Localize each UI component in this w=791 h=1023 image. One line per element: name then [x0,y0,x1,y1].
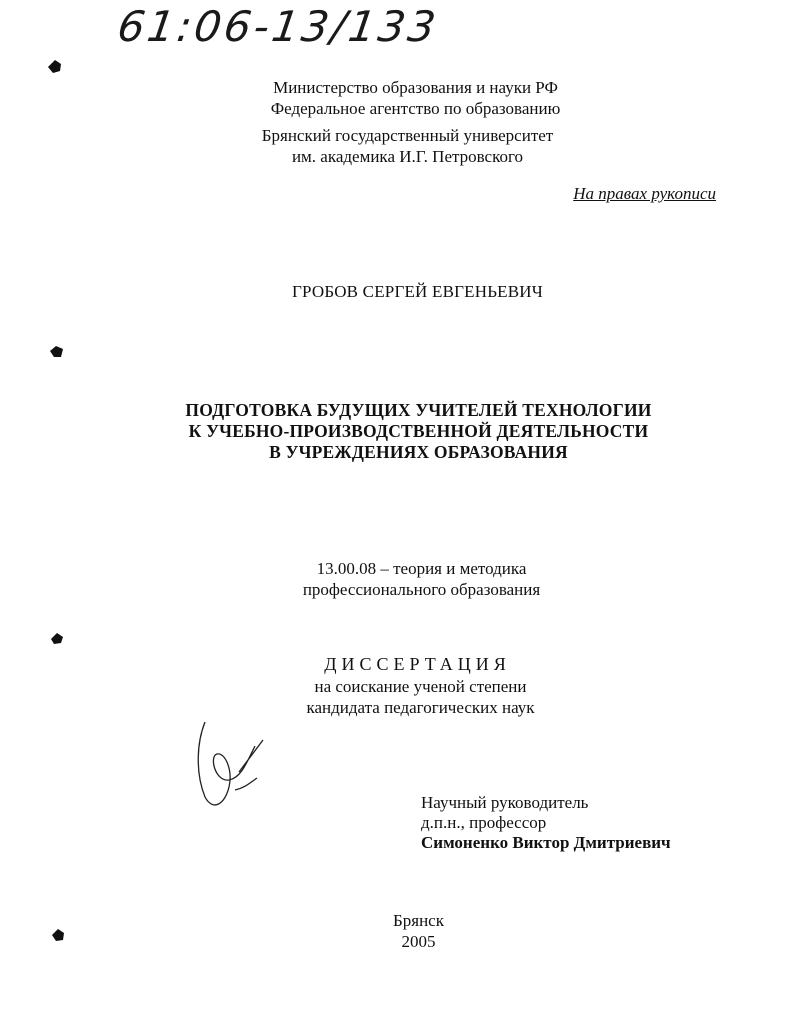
hole-punch-mark-icon [48,630,66,648]
signature-icon [195,712,275,812]
agency-line: Федеральное агентство по образованию [270,99,561,118]
city: Брянск [393,911,444,930]
specialty-name-line: профессионального образования [302,580,541,599]
title-line: К УЧЕБНО-ПРОИЗВОДСТВЕННОЙ ДЕЯТЕЛЬНОСТИ [188,421,649,441]
university-name-line: им. академика И.Г. Петровского [291,147,524,166]
year: 2005 [401,932,436,951]
place-and-year [23,910,791,952]
title-line: ПОДГОТОВКА БУДУЩИХ УЧИТЕЛЕЙ ТЕХНОЛОГИИ [185,400,652,420]
university-line: Брянский государственный университет [261,126,554,145]
handwritten-catalog-code: 61:06-13/133 [114,2,442,51]
author-name: ГРОБОВ СЕРГЕЙ ЕВГЕНЬЕВИЧ [291,282,544,301]
degree-block [25,676,791,718]
supervisor-rank: д.п.н., профессор [421,813,547,832]
supervisor-role: Научный руководитель [421,793,589,812]
supervisor-name: Симоненко Виктор Дмитриевич [421,833,671,852]
ministry-line: Министерство образования и науки РФ [273,78,558,97]
title-line: В УЧРЕЖДЕНИЯХ ОБРАЗОВАНИЯ [269,442,568,462]
dissertation-title [23,400,791,463]
specialty-block [26,558,791,600]
degree-field-line: кандидата педагогических наук [306,698,535,717]
degree-line: на соискание ученой степени [314,677,527,696]
rights-note: На правах рукописи [573,184,716,203]
specialty-code-line: 13.00.08 – теория и методика [316,559,527,578]
supervisor-block [421,793,671,853]
document-type: ДИССЕРТАЦИЯ [324,654,511,674]
hole-punch-mark-icon [46,58,64,76]
ministry-block [20,77,791,119]
university-block [12,125,791,167]
hole-punch-mark-icon [48,343,66,361]
